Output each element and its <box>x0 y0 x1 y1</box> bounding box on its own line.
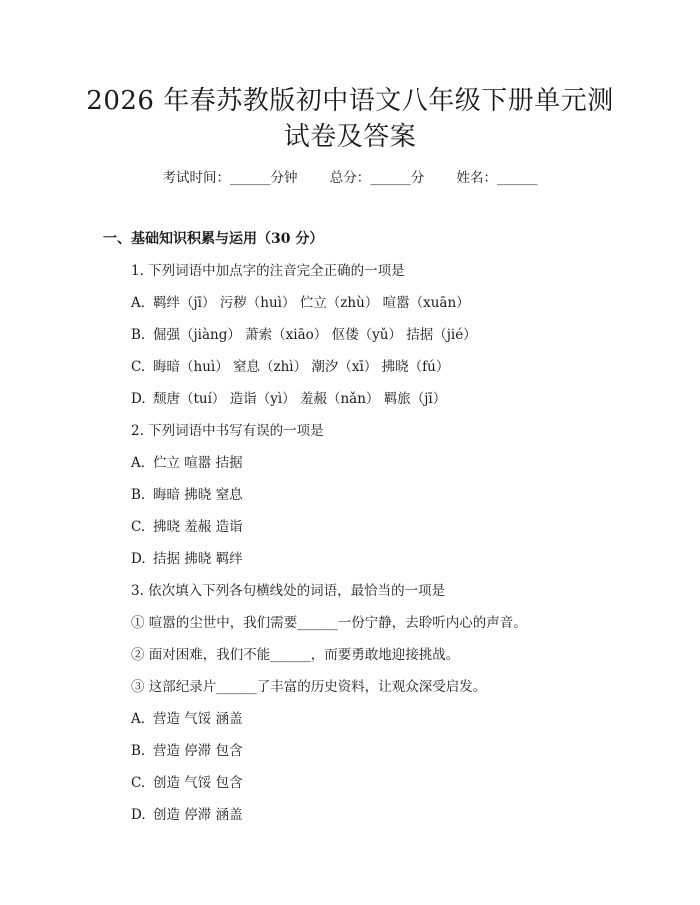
option-text: 拮据 拂晓 羁绊 <box>153 551 243 567</box>
total-score-field <box>330 170 425 186</box>
option-text: 晦暗 拂晓 窒息 <box>153 487 243 503</box>
question-3-sentence-2: ② 面对困难，我们不能______，而要勇敢地迎接挑战。 <box>131 647 460 663</box>
option-text: 羁绊（jī） 污秽（huì） 伫立（zhù） 喧嚣（xuān） <box>153 295 470 311</box>
name-label: 姓名： <box>456 170 498 186</box>
question-3-stem: 3. 依次填入下列各句横线处的词语，最恰当的一项是 <box>131 583 446 599</box>
question-2-option-d <box>131 549 243 569</box>
option-text: 创造 气馁 包含 <box>153 775 243 791</box>
question-2-stem: 2. 下列词语中书写有误的一项是 <box>131 423 324 439</box>
name-field <box>457 170 538 186</box>
option-label: C. <box>131 519 146 535</box>
exam-time-blank: ______分钟 <box>229 170 298 186</box>
question-1-option-d <box>131 389 446 409</box>
question-3-sentence-3: ③ 这部纪录片______了丰富的历史资料，让观众深受启发。 <box>131 679 487 695</box>
total-score-label: 总分： <box>329 170 371 186</box>
option-text: 晦暗（huì） 窒息（zhì） 潮汐（xī） 拂晓（fú） <box>153 359 450 375</box>
exam-time-label: 考试时间： <box>162 170 230 186</box>
option-label: B. <box>131 487 146 503</box>
option-label: C. <box>131 359 146 375</box>
option-text: 营造 气馁 涵盖 <box>153 711 243 727</box>
option-text: 伫立 喧嚣 拮据 <box>153 455 243 471</box>
question-1-option-b <box>131 325 477 345</box>
question-2-option-a <box>131 453 243 473</box>
option-label: C. <box>131 775 146 791</box>
question-1-option-a <box>131 293 470 313</box>
question-1-stem: 1. 下列词语中加点字的注音完全正确的一项是 <box>131 263 405 279</box>
question-3-option-c <box>131 773 243 793</box>
question-3-option-b <box>131 741 243 761</box>
question-2-option-b <box>131 485 243 505</box>
option-label: D. <box>131 391 146 407</box>
option-label: B. <box>131 327 146 343</box>
question-3-option-a <box>131 709 243 729</box>
question-2-option-c <box>131 517 243 537</box>
question-3-sentence-1: ① 喧嚣的尘世中，我们需要______一份宁静，去聆听内心的声音。 <box>131 615 527 631</box>
question-3-option-d <box>131 805 243 825</box>
exam-time-field <box>162 170 297 186</box>
option-label: A. <box>131 295 146 311</box>
total-score-blank: ______分 <box>370 170 425 186</box>
option-text: 倔强（jiàng） 萧索（xiāo） 伛偻（yǔ） 拮据（jié） <box>153 327 477 343</box>
option-label: D. <box>131 551 146 567</box>
option-text: 拂晓 羞赧 造诣 <box>153 519 243 535</box>
name-blank: ______ <box>497 170 538 186</box>
option-text: 颓唐（tuí） 造诣（yì） 羞赧（nǎn） 羁旅（jī） <box>153 391 447 407</box>
question-1-option-c <box>131 357 449 377</box>
exam-meta-line <box>0 168 700 188</box>
page-title-line-1: 2026 年春苏教版初中语文八年级下册单元测 <box>86 86 614 116</box>
option-label: A. <box>131 711 146 727</box>
section-heading: 一、基础知识积累与运用（30 分） <box>103 231 324 247</box>
option-label: D. <box>131 807 146 823</box>
option-label: A. <box>131 455 146 471</box>
option-text: 营造 停滞 包含 <box>153 743 243 759</box>
option-label: B. <box>131 743 146 759</box>
option-text: 创造 停滞 涵盖 <box>153 807 243 823</box>
page-title-line-2: 试卷及答案 <box>283 122 417 152</box>
